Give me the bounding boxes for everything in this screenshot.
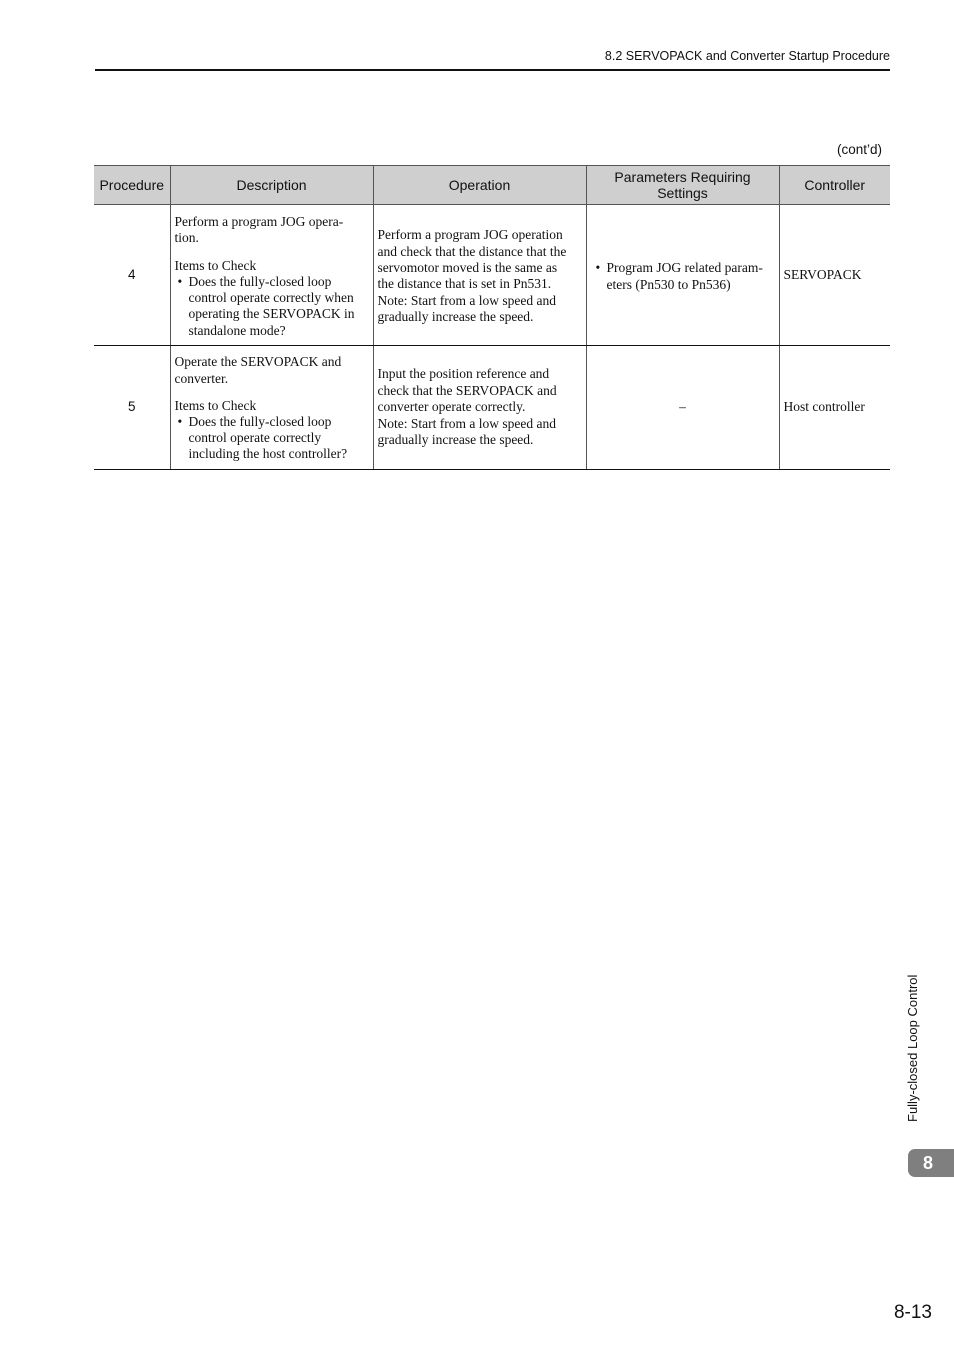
controller-cell: SERVOPACK <box>779 205 890 346</box>
chapter-side-label: Fully-closed Loop Control <box>905 974 920 1122</box>
operation-line: servomotor moved is the same as <box>377 259 558 275</box>
parameter-item <box>593 260 775 292</box>
operation-line: converter operate correctly. <box>377 398 526 414</box>
note-line: Note: Start from a low speed and <box>377 416 556 432</box>
controller-cell: Host controller <box>779 346 890 470</box>
column-header-procedure: Procedure <box>94 166 170 205</box>
check-item <box>175 414 369 463</box>
running-header: 8.2 SERVOPACK and Converter Startup Procedure <box>604 49 890 63</box>
check-item-line: control operate correctly when <box>188 290 354 306</box>
operation-line: Perform a program JOG operation <box>377 227 563 243</box>
page-number: 8-13 <box>893 1302 932 1323</box>
items-to-check-label: Items to Check <box>174 257 257 273</box>
startup-procedure-table <box>94 165 890 470</box>
description-cell <box>170 346 373 470</box>
operation-line: check that the SERVOPACK and <box>377 382 557 398</box>
parameters-cell <box>586 205 779 346</box>
operation-note <box>378 416 582 448</box>
column-header-parameters: Parameters Requiring Settings <box>586 166 779 205</box>
operation-cell <box>373 205 586 346</box>
note-line: Note: Start from a low speed and <box>377 293 556 309</box>
check-item-line: including the host controller? <box>188 446 348 462</box>
check-item-line: • Does the fully-closed loop <box>188 273 332 289</box>
table-row <box>94 346 890 470</box>
operation-cell <box>373 346 586 470</box>
check-item-line: standalone mode? <box>188 322 286 338</box>
description-line: Perform a program JOG opera- <box>174 214 344 230</box>
description-cell <box>170 205 373 346</box>
column-header-description: Description <box>170 166 373 205</box>
description-line: converter. <box>174 370 229 386</box>
procedure-number: 4 <box>94 205 170 346</box>
chapter-number-tab: 8 <box>908 1149 954 1177</box>
note-line: gradually increase the speed. <box>377 309 534 325</box>
note-line: gradually increase the speed. <box>377 432 534 448</box>
parameter-line: eters (Pn530 to Pn536) <box>606 276 731 292</box>
parameter-line: • Program JOG related param- <box>606 260 763 276</box>
items-to-check-label: Items to Check <box>174 397 257 413</box>
check-item-line: operating the SERVOPACK in <box>188 306 355 322</box>
operation-line: Input the position reference and <box>377 366 550 382</box>
continued-label: (cont’d) <box>836 142 882 157</box>
operation-line: the distance that is set in Pn531. <box>377 276 552 291</box>
description-line: tion. <box>174 230 199 246</box>
operation-line: and check that the distance that the <box>377 243 567 259</box>
description-line: Operate the SERVOPACK and <box>174 354 342 370</box>
operation-note <box>378 293 582 325</box>
table-header-row <box>94 166 890 205</box>
check-item-line: • Does the fully-closed loop <box>188 414 332 429</box>
procedure-number: 5 <box>94 346 170 470</box>
check-item <box>175 274 369 339</box>
column-header-operation: Operation <box>373 166 586 205</box>
parameters-cell: – <box>586 346 779 470</box>
header-rule <box>95 69 890 71</box>
table-row <box>94 205 890 346</box>
check-item-line: control operate correctly <box>188 430 322 446</box>
column-header-controller: Controller <box>779 166 890 205</box>
